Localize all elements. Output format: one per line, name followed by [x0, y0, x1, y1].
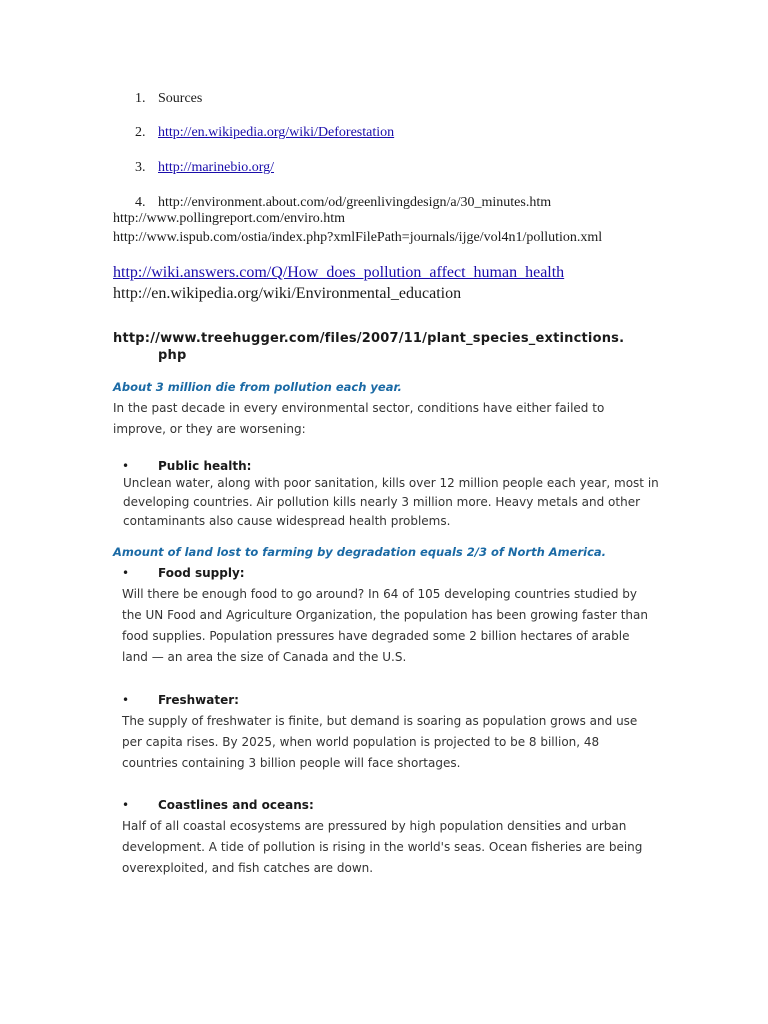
url-environment-about: http://environment.about.com/od/greenlivingdesign/a/30_minutes.htm — [158, 195, 552, 210]
list-number: 3. — [135, 160, 146, 175]
treehugger-url-line2: php — [158, 348, 187, 363]
food-supply-text: Will there be enough food to go around? In 64 of 105 developing countries studied by the UN Food and Agriculture Organization, the population has been growing faster than food supplies. Population pressures have degraded some 2 billion hectares of arable land — an area the size of Canada and the U.S. — [122, 587, 648, 664]
list-number: 1. — [135, 91, 146, 106]
coastlines-label: Coastlines and oceans: — [158, 798, 314, 812]
bullet-icon: • — [122, 459, 130, 473]
link-marinebio[interactable]: http://marinebio.org/ — [158, 160, 275, 175]
bullet-icon: • — [122, 693, 130, 707]
freshwater-text: The supply of freshwater is finite, but demand is soaring as population grows and use per capita rises. By 2025, when world population is projected to be 8 billion, 48 countries containing 3 billion people will face shortages. — [122, 714, 638, 770]
treehugger-url-line1: http://www.treehugger.com/files/2007/11/plant_species_extinctions. — [113, 331, 625, 346]
url-ispub: http://www.ispub.com/ostia/index.php?xmlFilePath=journals/ijge/vol4n1/pollution.xml — [113, 230, 603, 245]
url-environmental-education: http://en.wikipedia.org/wiki/Environmental_education — [113, 285, 462, 302]
list-item-sources: Sources — [158, 91, 203, 106]
callout-land-lost: Amount of land lost to farming by degradation equals 2/3 of North America. — [113, 545, 607, 559]
bullet-icon: • — [122, 798, 130, 812]
callout-pollution-deaths: About 3 million die from pollution each year. — [113, 380, 402, 394]
url-pollingreport: http://www.pollingreport.com/enviro.htm — [113, 211, 346, 226]
coastlines-text: Half of all coastal ecosystems are pressured by high population densities and urban development. A tide of pollution is rising in the world's seas. Ocean fisheries are being overexploited, and fish catches are down. — [122, 819, 643, 875]
list-number: 4. — [135, 195, 146, 210]
list-number: 2. — [135, 125, 146, 140]
public-health-text: Unclean water, along with poor sanitation, kills over 12 million people each year, most in developing countries. Air pollution kills nearly 3 million more. Heavy metals and other contaminants also cause widespread health problems. — [123, 476, 659, 528]
food-supply-label: Food supply: — [158, 566, 245, 580]
link-wiki-answers[interactable]: http://wiki.answers.com/Q/How_does_pollution_affect_human_health — [113, 264, 565, 281]
bullet-icon: • — [122, 566, 130, 580]
public-health-label: Public health: — [158, 459, 252, 473]
freshwater-label: Freshwater: — [158, 693, 239, 707]
intro-paragraph: In the past decade in every environmental sector, conditions have either failed to improve, or they are worsening: — [113, 401, 605, 436]
link-deforestation[interactable]: http://en.wikipedia.org/wiki/Deforestation — [158, 125, 395, 140]
